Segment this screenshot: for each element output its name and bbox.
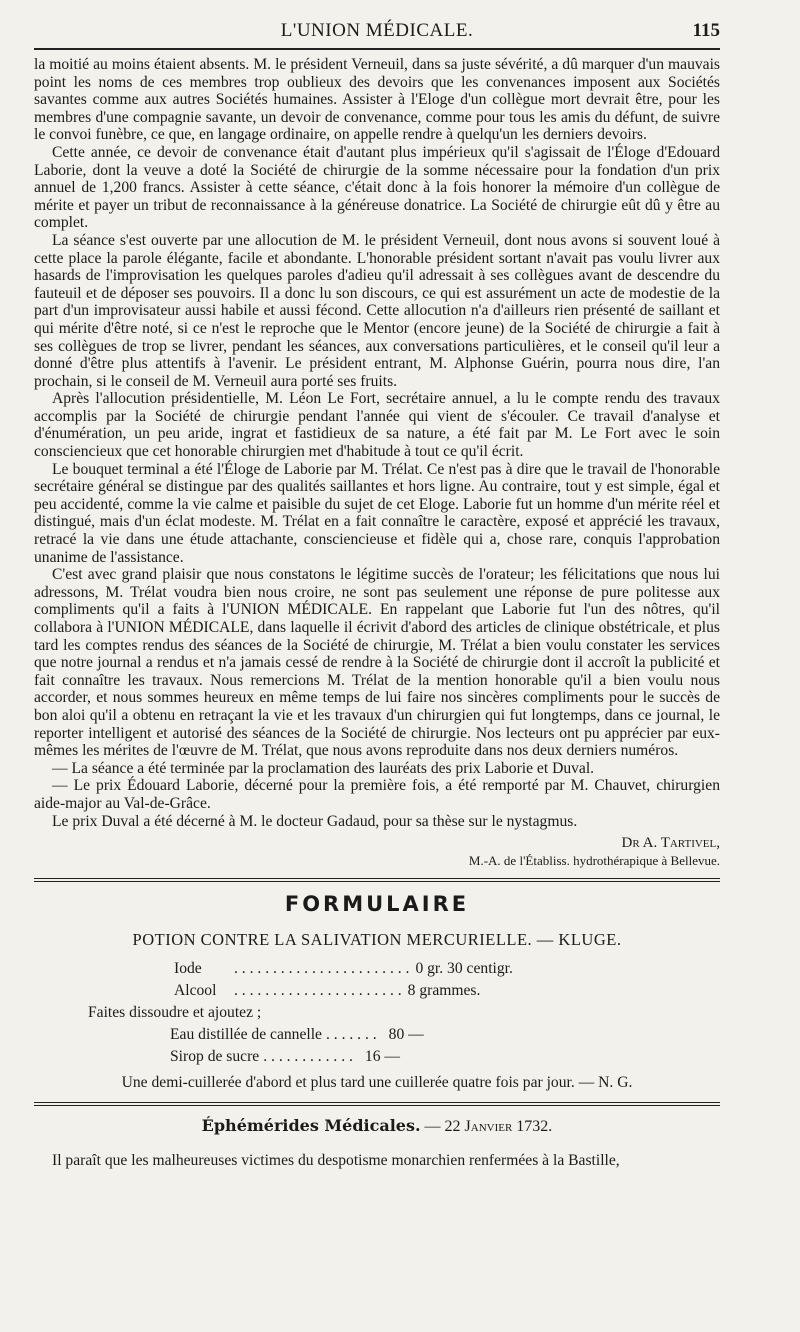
paragraph: C'est avec grand plaisir que nous constatons le légitime succès de l'orateur; les félicitations que nous lui adressons, M. Trélat voudra bien nous croire, ne sont pas seulement une réponse de pure politesse aux compliments qu'il a faits à l'UNION MÉDICALE. En rappelant que Laborie fut l'un des nôtres, qu'il collabora à l'UNION MÉDICALE, dans laquelle il écrivit d'abord des articles de clinique obstétricale, et plus tard les comptes rendus des séances de la Société de chirurgie, M. Trélat a bien voulu constater les services que notre journal a rendus et n'a jamais cessé de rendre à la Société de chirurgie dont il accroît la publicité et fait connaître les travaux. Nous remercions M. Trélat de la mention honorable qu'il a bien voulu nous accorder, et nous sommes heureux en même temps de lui faire nos sincères compliments pour le succès de bon aloi qu'il a obtenu en retraçant la vie et les travaux d'un chirurgien qui fut longtemps, dans ce journal, le reporter intelligent et autorisé des séances de la Société de chirurgie. Nos lecteurs ont pu apprécier par eux-mêmes les mérites de l'œuvre de M. Trélat, que nous avons reproduite dans nos deux derniers numéros. bbox=[34, 566, 720, 760]
ingredient-row bbox=[170, 1046, 720, 1068]
ingredient-qty: 8 grammes. bbox=[407, 982, 481, 1000]
paragraph: La séance s'est ouverte par une allocution de M. le président Verneuil, dont nous avons si souvent loué à cette place la parole élégante, facile et abondante. L'honorable président sortant n'avait pas voulu livrer aux hasards de l'improvisation les quelques paroles d'adieu qu'il adressait à ses collègues avant de descendre du fauteuil et de déposer ses pouvoirs. Il a donc lu son discours, ce qui est assurément un acte de modestie de la part d'un improvisateur aussi habile et aussi fécond. Cette allocution n'a d'ailleurs rien présenté de saillant et qui mérite d'être noté, si ce n'est le reproche que le Mentor (encore jeune) de la Société de chirurgie a fait à ses collègues de trop se livrer, pendant les séances, aux conversations particulières, et le conseil qu'il leur a donné d'être plus attentifs à l'avenir. Le président entrant, M. Alphonse Guérin, pourra nous dire, l'an prochain, si le conseil de M. Verneuil aura porté ses fruits. bbox=[34, 231, 720, 390]
document-page bbox=[34, 14, 720, 1170]
ephemerides-title: Éphémérides Médicales. bbox=[201, 1116, 421, 1136]
paragraph: — Le prix Édouard Laborie, décerné pour la première fois, a été remporté par M. Chauvet, chirurgien aide-major au Val-de-Grâce. bbox=[34, 777, 720, 812]
ingredient-row bbox=[170, 1024, 720, 1046]
ephemerides-heading bbox=[34, 1116, 720, 1136]
article-body bbox=[34, 56, 720, 830]
ingredient-qty: 80 — bbox=[388, 1026, 424, 1044]
author-name: Dr A. Tartivel, bbox=[621, 835, 720, 852]
leader-dots: . . . . . . . bbox=[325, 1026, 377, 1044]
section-divider bbox=[34, 1102, 720, 1106]
recipe-dosage: Une demi-cuillerée d'abord et plus tard une cuillerée quatre fois par jour. — N. G. bbox=[121, 1074, 633, 1092]
leader-dots: . . . . . . . . . . . . . . . . . . . . . . . bbox=[234, 960, 410, 978]
paragraph: Il paraît que les malheureuses victimes du despotisme monarchien renfermées à la Bastille, bbox=[52, 1152, 620, 1170]
ingredient-row bbox=[174, 958, 720, 980]
formula-title: POTION CONTRE LA SALIVATION MERCURIELLE. — KLUGE. bbox=[132, 930, 622, 950]
ingredient-name: Sirop de sucre bbox=[170, 1048, 260, 1066]
ingredient-qty: 16 — bbox=[364, 1048, 400, 1066]
recipe-instruction: Faites dissoudre et ajoutez ; bbox=[88, 1004, 262, 1022]
ingredient-name: Alcool bbox=[174, 982, 217, 1000]
paragraph: Après l'allocution présidentielle, M. Léon Le Fort, secrétaire annuel, a lu le compte rendu des travaux accomplis par la Société de chirurgie pendant l'année qui vient de s'écouler. Ce travail d'analyse et d'énumération, un peu aride, ingrat et fastidieux de sa nature, a été fait par M. Le Fort avec le soin consciencieux que cet honorable chirurgien met d'habitude à tout ce qu'il écrit. bbox=[34, 390, 720, 461]
recipe bbox=[34, 958, 720, 1094]
signature-block bbox=[34, 834, 720, 870]
leader-dots: . . . . . . . . . . . . . . . . . . . . . . bbox=[234, 982, 402, 1000]
paragraph: la moitié au moins étaient absents. M. le président Verneuil, dans sa juste sévérité, a dû marquer d'un mauvais point les noms de ces membres trop oublieux des devoirs que les convenances imposent aux Sociétés savantes comme aux autres Sociétés humaines. Assister à l'Eloge d'un collègue mort devrait être, pour les membres d'une compagnie savante, un devoir de convenance, comme pour tous les amis du défunt, de suivre le convoi funèbre, ce que, en langage ordinaire, on appelle rendre à quelqu'un les derniers devoirs. bbox=[34, 56, 720, 144]
paragraph: Le bouquet terminal a été l'Éloge de Laborie par M. Trélat. Ce n'est pas à dire que le travail de l'honorable secrétaire général se distingue par des qualités saillantes et hors ligne. Au contraire, tout y est simple, égal et peu accidenté, comme la vie calme et paisible du sujet de cet Eloge. Laborie fut un homme d'un mérite réel et distingué, mais d'un éclat modeste. M. Trélat en a fait connaître le caractère, exposé et apprécié les travaux, retracé la vie dans une étude attachante, consciencieuse et fidèle qui a, chose rare, conquis l'approbation unanime de l'assistance. bbox=[34, 460, 720, 566]
page-number: 115 bbox=[692, 20, 720, 41]
ingredient-list bbox=[170, 1024, 720, 1068]
section-title: FORMULAIRE bbox=[284, 892, 470, 917]
header-rule bbox=[34, 48, 720, 50]
ingredient-name: Eau distillée de cannelle bbox=[170, 1026, 322, 1044]
ephemerides-date: — 22 Janvier 1732. bbox=[424, 1118, 553, 1136]
section-divider bbox=[34, 878, 720, 882]
journal-title: L'UNION MÉDICALE. bbox=[280, 20, 474, 41]
ephemerides-body bbox=[34, 1152, 720, 1170]
paragraph: Le prix Duval a été décerné à M. le docteur Gadaud, pour sa thèse sur le nystagmus. bbox=[52, 812, 578, 830]
paragraph: — La séance a été terminée par la proclamation des lauréats des prix Laborie et Duval. bbox=[52, 759, 595, 777]
ingredient-name: Iode bbox=[174, 960, 202, 978]
author-affiliation: M.-A. de l'Établiss. hydrothérapique à Bellevue. bbox=[468, 853, 720, 869]
page-header bbox=[34, 14, 720, 44]
paragraph: Cette année, ce devoir de convenance était d'autant plus impérieux qu'il s'agissait de l'Éloge d'Edouard Laborie, dont la veuve a doté la Société de chirurgie de la somme nécessaire pour la fondation d'un prix annuel de 1,200 francs. Assister à cette séance, c'était donc à la fois honorer la mémoire d'un collègue de mérite et payer un tribut de reconnaissance à la généreuse donatrice. La Société de chirurgie eût dû y être au complet. bbox=[34, 143, 720, 232]
ingredient-list bbox=[174, 958, 720, 1002]
ingredient-row bbox=[174, 980, 720, 1002]
ingredient-qty: 0 gr. 30 centigr. bbox=[415, 960, 513, 978]
leader-dots: . . . . . . . . . . . . bbox=[263, 1048, 353, 1066]
